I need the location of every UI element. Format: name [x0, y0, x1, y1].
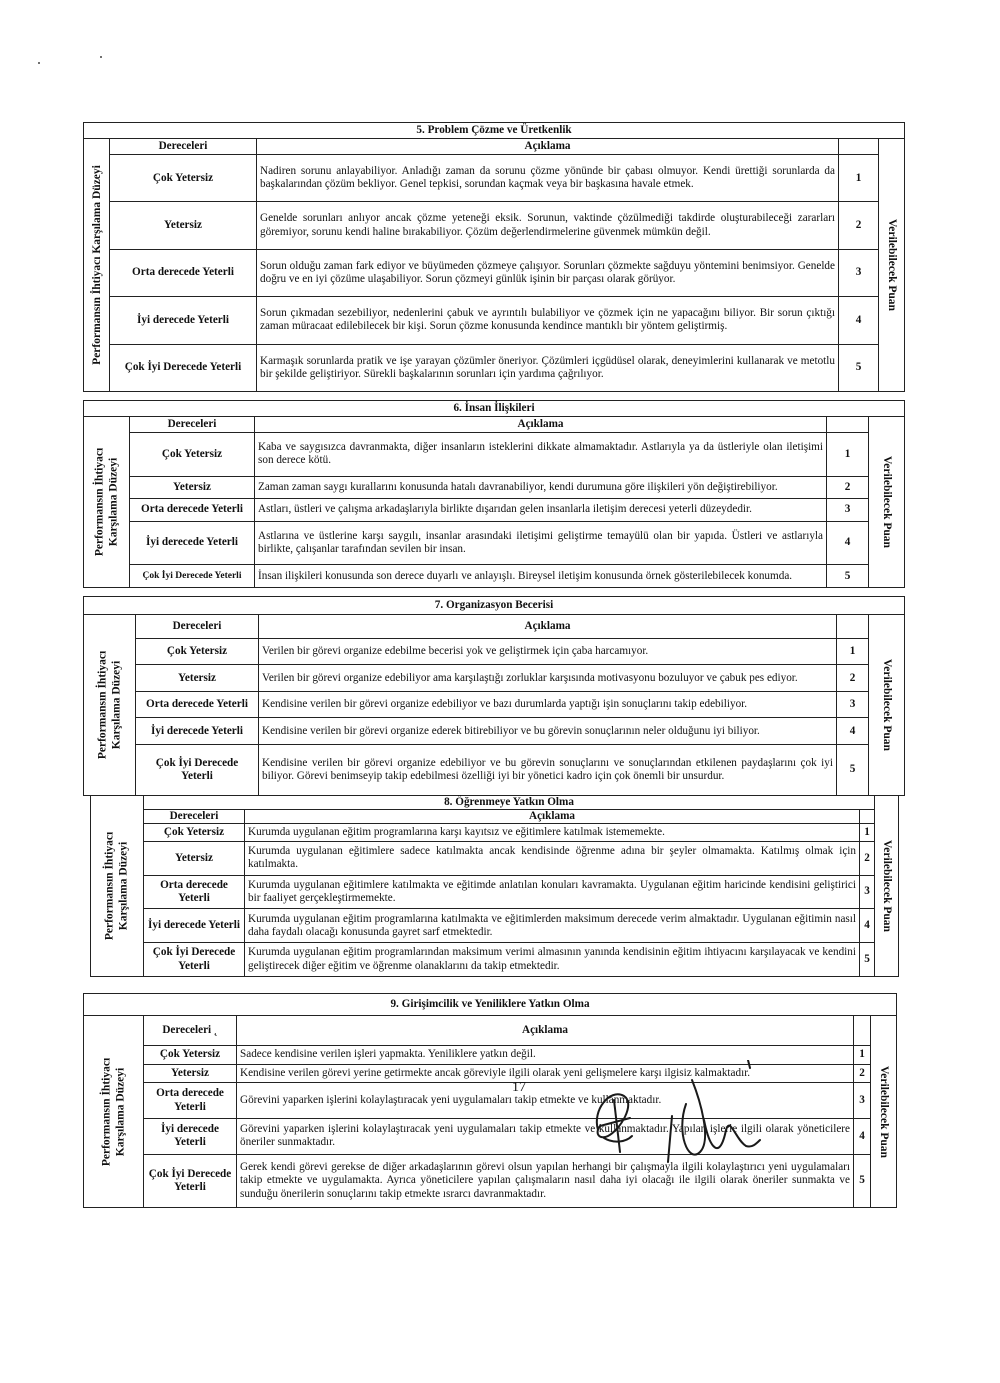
description-header: Açıklama [259, 615, 837, 639]
degrees-header: Dereceleri [110, 139, 257, 155]
scan-speck [100, 56, 102, 58]
level-label: Orta derecede Yeterli [136, 691, 259, 717]
level-description: Kurumda uygulanan eğitim programlarına karşı kayıtsız ve eğitimlere katılmak istememekte. [245, 824, 860, 841]
score-value: 2 [837, 665, 869, 691]
left-axis-label: Performansın İhtiyacı Karşılama Düzeyi [84, 139, 110, 392]
page-number: 17 [512, 1080, 526, 1095]
level-label: Çok Yetersiz [136, 639, 259, 665]
score-header-empty [854, 1016, 871, 1046]
description-header: Açıklama [237, 1016, 854, 1046]
score-value: 4 [854, 1119, 871, 1155]
score-value: 4 [839, 297, 879, 344]
level-label: Çok Yetersiz [144, 824, 245, 841]
level-description: Sadece kendisine verilen işleri yapmakta. Yeniliklere yatkın değil. [237, 1046, 854, 1065]
score-value: 3 [827, 499, 869, 522]
score-value: 5 [854, 1154, 871, 1207]
level-label: İyi derecede Yeterli [144, 1119, 237, 1155]
level-label: Çok İyi Derecede Yeterli [144, 943, 245, 977]
level-description: Karmaşık sorunlarda pratik ve işe yarayan çözümler öneriyor. Çözümleri içgüdüsel olarak, deneyimlerini kullanarak ve metotlu bir şekilde geliştiriyor. Sürekli başkalarının sorunları için yardıma çağrılıyor. [257, 344, 839, 391]
level-description: Kurumda uygulanan eğitimlere katılmakta ve eğitimde anlatılan konuları kavramakta. Uygulanan eğitim haricinde kendisini geliştirici bir faaliyet gerçekleştirmemekte. [245, 875, 860, 909]
level-description: Astları, üstleri ve çalışma arkadaşlarıyla birlikte dışarıdan gelen insanlarla iletişim derecesi yeterli düzeydedir. [255, 499, 827, 522]
section-5-table [83, 122, 905, 392]
level-label: Orta derecede Yeterli [130, 499, 255, 522]
level-label: Orta derecede Yeterli [144, 875, 245, 909]
level-description: İnsan ilişkileri konusunda son derece duyarlı ve anlayışlı. Bireysel iletişim konusunda örnek gösterilebilecek konumda. [255, 565, 827, 588]
section-7 [83, 596, 904, 796]
level-description: Kendisine verilen bir görevi organize edebiliyor ve bu görevin sonuçlarını ve sonuçlarından etkilenen paydaşlarını çok iyi biliyor. Görevi benimseyip takip edebilmesi özelliği iyi bir yönetici kadro için çok önemli bir unsurdur. [259, 744, 837, 795]
level-description: Görevini yaparken işlerini kolaylaştıracak yeni uygulamaları takip etmekte ve kullanmaktadır. [237, 1083, 854, 1119]
handwritten-signature [580, 1060, 780, 1180]
level-label: Çok Yetersiz [110, 155, 257, 202]
score-header-empty [839, 139, 879, 155]
level-description: Astlarına ve üstlerine karşı saygılı, insanlar arasındaki iletişimi geliştirme temayülü olan bir yapıda. Üstleri ve astlarıyla birlikte, çalışanlar tarafından sevilen bir insan. [255, 521, 827, 565]
score-value: 3 [839, 249, 879, 296]
level-description: Kendisine verilen bir görevi organize edebiliyor ve bazı durumlarda yaptığı işin sonuçlarını takip edebiliyor. [259, 691, 837, 717]
left-axis-label: Performansın İhtiyacı Karşılama Düzeyi [84, 417, 130, 588]
level-description: Kendisine verilen bir görevi organize ederek bitirebiliyor ve bu görevin sonuçlarının neler olduğunu iyi biliyor. [259, 718, 837, 744]
level-label: Orta derecede Yeterli [144, 1083, 237, 1119]
right-axis-label: Verilebilecek Puan [871, 1016, 897, 1208]
level-description: Kendisine verilen görevi yerine getirmekte ancak göreviyle ilgili olarak yeni gelişmelere karşı ilgisiz kalmaktadır. [237, 1064, 854, 1083]
score-value: 1 [854, 1046, 871, 1065]
level-label: Yetersiz [130, 476, 255, 499]
score-value: 4 [860, 909, 875, 943]
level-description: Kurumda uygulanan eğitim programlarından maksimum verimi almasının yanında kendisinin eğitim ihtiyacını karşılayacak ve kendini geliştirecek diğer eğitim ve öğrenme olanaklarını da takip etmektedir. [245, 943, 860, 977]
score-value: 1 [860, 824, 875, 841]
level-label: İyi derecede Yeterli [144, 909, 245, 943]
score-value: 3 [860, 875, 875, 909]
level-description: Kurumda uygulanan eğitimlere sadece katılmakta ancak kendisinde öğrenme adına bir şeyler olmamakta. Katılmış olmak için katılmakta. [245, 841, 860, 875]
score-value: 2 [854, 1064, 871, 1083]
section-8-table [90, 795, 899, 977]
score-value: 1 [839, 155, 879, 202]
level-label: Orta derecede Yeterli [110, 249, 257, 296]
section-title: 5. Problem Çözme ve Üretkenlik [84, 123, 905, 139]
description-header: Açıklama [255, 417, 827, 433]
level-label: İyi derecede Yeterli [110, 297, 257, 344]
right-axis-label: Verilebilecek Puan [875, 796, 899, 977]
score-header-empty [837, 615, 869, 639]
level-description: Genelde sorunları anlıyor ancak çözme yeteneği eksik. Sorunun, vaktinde çözülmediği takdirde oluşturabileceği zararları göremiyor, sorunu kendi haline bırakabiliyor. Çözüm değerlendirmelerine güvenmek mümkün değil. [257, 202, 839, 249]
score-value: 4 [837, 718, 869, 744]
level-description: Kaba ve saygısızca davranmakta, diğer insanların isteklerini dikkate almamaktadır. Astlarıyla ya da üstleriyle olan iletişimi son derece kötü. [255, 433, 827, 477]
left-axis-label: Performansın İhtiyacı Karşılama Düzeyi [84, 615, 136, 796]
score-value: 2 [827, 476, 869, 499]
section-title: 7. Organizasyon Becerisi [84, 597, 905, 615]
section-title: 8. Öğrenmeye Yatkın Olma [144, 796, 875, 810]
level-description: Zaman zaman saygı kurallarını konusunda hatalı davranabiliyor, kendi durumuna göre ilişkileri yön değiştirebiliyor. [255, 476, 827, 499]
description-header: Açıklama [257, 139, 839, 155]
level-description: Görevini yaparken işlerini kolaylaştıracak yeni uygulamaları takip etmekte ve kullanmaktadır. Yapılan işlerle ilgili olarak yöneticilere öneriler sunmaktadır. [237, 1119, 854, 1155]
level-label: Çok Yetersiz [144, 1046, 237, 1065]
level-description: Sorun olduğu zaman fark ediyor ve büyümeden çözmeye çalışıyor. Sorunları çözmekte sağduyu yöntemini benimsiyor. Genelde doğru ve en iyi çözüme ulaşabiliyor. Sorun çözmeyi günlük işinin bir parçası olarak görüyor. [257, 249, 839, 296]
level-description: Verilen bir görevi organize edebiliyor ama karşılaştığı zorluklar karşısında motivasyonu bozuluyor ve çabuk pes ediyor. [259, 665, 837, 691]
level-description: Verilen bir görevi organize edebilme becerisi yok ve geliştirmek için çaba harcamıyor. [259, 639, 837, 665]
score-value: 1 [837, 639, 869, 665]
right-axis-label: Verilebilecek Puan [869, 417, 905, 588]
level-label: Yetersiz [144, 841, 245, 875]
score-value: 2 [839, 202, 879, 249]
level-description: Sorun çıkmadan sezebiliyor, nedenlerini çabuk ve ayrıntılı bulabiliyor ve çözmek için ne yapacağını biliyor. Bir sorun çıktığı zaman müracaat edilebilecek bir kişi. Sorun çözme konusunda kendince mantıklı bir yöntem geliştirmiş. [257, 297, 839, 344]
score-value: 3 [837, 691, 869, 717]
degrees-header: Dereceleri [130, 417, 255, 433]
score-value: 3 [854, 1083, 871, 1119]
section-8 [90, 795, 898, 977]
level-label: Yetersiz [110, 202, 257, 249]
score-value: 5 [839, 344, 879, 391]
section-6-table [83, 400, 905, 588]
degrees-header: Dereceleri ˛ [144, 1016, 237, 1046]
score-value: 2 [860, 841, 875, 875]
level-label: İyi derecede Yeterli [136, 718, 259, 744]
level-label: Çok İyi Derecede Yeterli [130, 565, 255, 588]
level-label: İyi derecede Yeterli [130, 521, 255, 565]
scan-speck [38, 62, 40, 64]
score-value: 5 [860, 943, 875, 977]
section-7-table [83, 596, 905, 796]
left-axis-label: Performansın İhtiyacı Karşılama Düzeyi [91, 796, 144, 977]
level-label: Çok İyi Derecede Yeterli [110, 344, 257, 391]
degrees-header: Dereceleri [144, 810, 245, 824]
section-5 [83, 122, 904, 392]
section-title: 9. Girişimcilik ve Yeniliklere Yatkın Olma [84, 994, 897, 1016]
right-axis-label: Verilebilecek Puan [869, 615, 905, 796]
score-value: 4 [827, 521, 869, 565]
level-description: Gerek kendi görevi gerekse de diğer arkadaşlarının görevi olsun yapılan herhangi bir çalışmayla ilgili kolaylaştırıcı yeni uygulamaları takip etmekte ve uygulamakta. Ayrıca yöneticilere yapılan çalışmaların nasıl daha iyi olacağı ile ilgili olarak öneriler sunmakta ve sunduğu önerilerin sonuçlarını takip etmekte ısrarcı davranmaktadır. [237, 1154, 854, 1207]
section-6 [83, 400, 904, 588]
level-label: Çok İyi Derecede Yeterli [144, 1154, 237, 1207]
degrees-header: Dereceleri [136, 615, 259, 639]
description-header: Açıklama [245, 810, 860, 824]
level-label: Çok İyi Derecede Yeterli [136, 744, 259, 795]
right-axis-label: Verilebilecek Puan [879, 139, 905, 392]
level-label: Yetersiz [144, 1064, 237, 1083]
score-value: 5 [827, 565, 869, 588]
score-header-empty [827, 417, 869, 433]
level-description: Nadiren sorunu anlayabiliyor. Anladığı zaman da sorunu çözme yönünde bir çabası olmuyor. Kendi ürettiği sorunlarda da başkalarından çözüm bekliyor. Genel tepkisi, sorundan kaçmak veya bir başkasına havale etmek. [257, 155, 839, 202]
level-label: Yetersiz [136, 665, 259, 691]
score-value: 5 [837, 744, 869, 795]
score-value: 1 [827, 433, 869, 477]
section-title: 6. İnsan İlişkileri [84, 401, 905, 417]
level-label: Çok Yetersiz [130, 433, 255, 477]
left-axis-label: Performansın İhtiyacı Karşılama Düzeyi [84, 1016, 144, 1208]
score-header-empty [860, 810, 875, 824]
level-description: Kurumda uygulanan eğitim programlarına katılmakta ve eğitimlerden maksimum derecede verim almaktadır. Uygulanan eğitimin nasıl daha faydalı olacağı konusunda gayret sarf etmektedir. [245, 909, 860, 943]
